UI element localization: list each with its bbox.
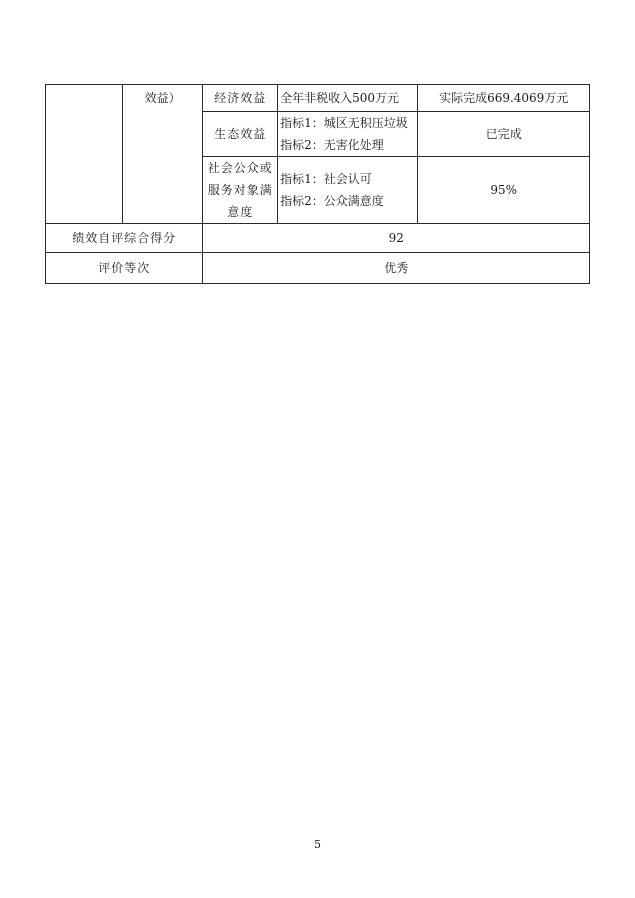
- indicator-ecological-line-2: 指标2：无害化处理: [280, 138, 384, 152]
- table-row-grade: [46, 253, 590, 284]
- grade-label: 评价等次: [46, 253, 203, 284]
- empty-category-cell: [46, 85, 123, 224]
- table-row-economic-benefit: [46, 85, 590, 112]
- page-number: 5: [314, 838, 321, 851]
- indicator-ecological-line-1: 指标1：城区无积压垃圾: [280, 116, 408, 130]
- subcategory-ecological: 生态效益: [203, 112, 278, 157]
- grade-value: 优秀: [203, 253, 590, 284]
- category-fragment-cell: [122, 85, 203, 224]
- result-social: 95%: [418, 157, 590, 224]
- indicator-ecological: [278, 112, 418, 157]
- subcategory-social-line-1: 社会公众或: [207, 161, 273, 175]
- indicator-economic: 全年非税收入500万元: [278, 85, 418, 112]
- indicator-social-line-2: 指标2：公众满意度: [280, 194, 384, 208]
- result-economic: 实际完成669.4069万元: [418, 85, 590, 112]
- subcategory-social-line-2: 服务对象满: [207, 183, 273, 197]
- subcategory-economic: 经济效益: [203, 85, 278, 112]
- table-row-overall-score: [46, 224, 590, 253]
- indicator-social: [278, 157, 418, 224]
- result-ecological: 已完成: [418, 112, 590, 157]
- performance-table: [45, 84, 590, 284]
- category-fragment: 效益）: [144, 91, 181, 105]
- overall-score-label: 绩效自评综合得分: [46, 224, 203, 253]
- overall-score-value: 92: [203, 224, 590, 253]
- subcategory-social: [203, 157, 278, 224]
- indicator-social-line-1: 指标1：社会认可: [280, 172, 372, 186]
- subcategory-social-line-3: 意度: [227, 205, 254, 219]
